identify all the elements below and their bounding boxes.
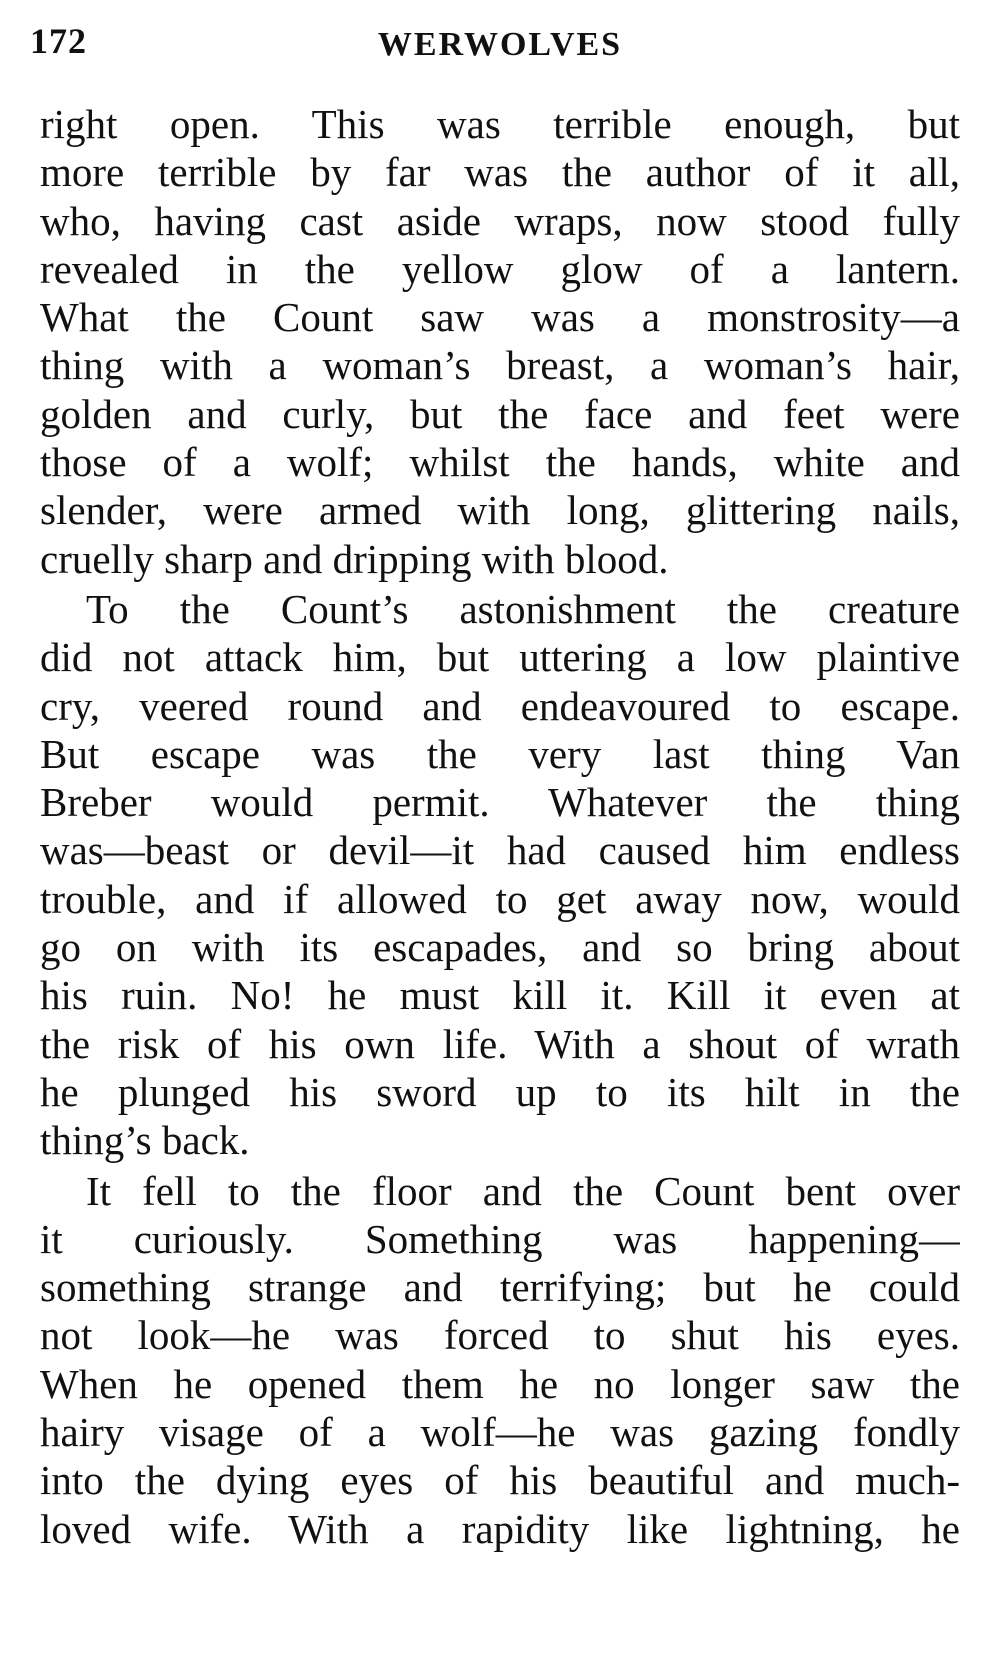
text-line: slender, were armed with long, glittering nails, — [40, 487, 960, 534]
text-line: What the Count saw was a monstrosity—a — [40, 294, 960, 341]
text-line: golden and curly, but the face and feet were — [40, 390, 960, 437]
text-line: revealed in the yellow glow of a lantern. — [40, 245, 960, 292]
text-line: he plunged his sword up to its hilt in the — [40, 1068, 960, 1115]
text-line: To the Count’s astonishment the creature — [86, 585, 960, 632]
page-number: 172 — [30, 21, 87, 61]
text-line: Breber would permit. Whatever the thing — [40, 779, 960, 826]
text-line: did not attack him, but uttering a low plaintive — [40, 634, 960, 681]
running-head — [30, 14, 970, 74]
text-line: go on with its escapades, and so bring about — [40, 924, 960, 971]
text-line: But escape was the very last thing Van — [40, 730, 960, 777]
text-line: thing with a woman’s breast, a woman’s hair, — [40, 342, 960, 389]
text-line: It fell to the floor and the Count bent over — [86, 1167, 960, 1214]
text-line: his ruin. No! he must kill it. Kill it even at — [40, 972, 960, 1019]
text-line: those of a wolf; whilst the hands, white and — [40, 439, 960, 486]
paragraph — [40, 100, 960, 583]
text-line: When he opened them he no longer saw the — [40, 1360, 960, 1407]
text-line: hairy visage of a wolf—he was gazing fondly — [40, 1409, 960, 1456]
text-line: cruelly sharp and dripping with blood. — [40, 535, 669, 582]
text-line: trouble, and if allowed to get away now, would — [40, 875, 960, 922]
text-line: was—beast or devil—it had caused him endless — [40, 827, 960, 874]
text-line: something strange and terrifying; but he could — [40, 1264, 960, 1311]
text-line: it curiously. Something was happening— — [40, 1215, 960, 1262]
paragraph — [40, 585, 960, 1165]
text-line: into the dying eyes of his beautiful and much- — [40, 1457, 960, 1504]
text-line: cry, veered round and endeavoured to escape. — [40, 682, 960, 729]
text-line: who, having cast aside wraps, now stood fully — [40, 197, 960, 244]
text-line: not look—he was forced to shut his eyes. — [40, 1312, 960, 1359]
text-line: thing’s back. — [40, 1117, 250, 1164]
text-line: right open. This was terrible enough, but — [40, 101, 960, 147]
text-line: the risk of his own life. With a shout of wrath — [40, 1020, 960, 1067]
body-text — [40, 100, 960, 1555]
running-title: WERWOLVES — [377, 26, 623, 63]
text-line: loved wife. With a rapidity like lightning, he — [40, 1505, 960, 1552]
text-line: more terrible by far was the author of it all, — [40, 149, 960, 196]
paragraph — [40, 1167, 960, 1553]
